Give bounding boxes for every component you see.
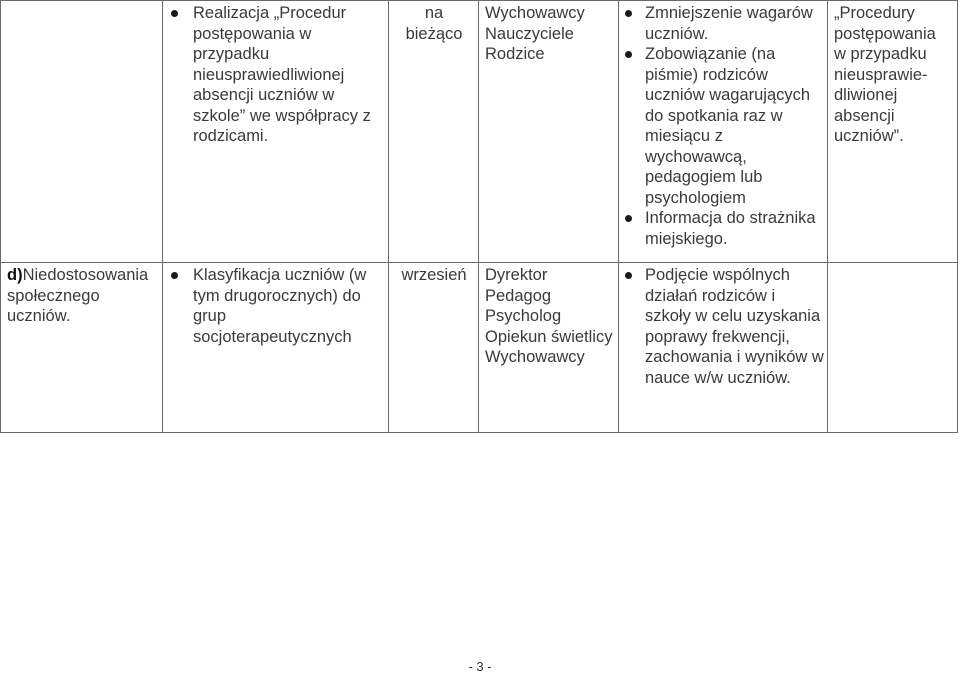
term-cell (389, 263, 479, 433)
section-prefix: d) (7, 266, 23, 284)
responsible-cell (479, 1, 619, 263)
list-item: Realizacja „Procedur postępowania w przypadku nieusprawiedliwionej absencji uczniów w szkole” we współpracy z rodzicami. (169, 3, 383, 147)
page-number: - 3 - (468, 659, 492, 674)
activities-cell (163, 263, 389, 433)
activities-cell (163, 1, 389, 263)
responsible-item: Dyrektor (485, 266, 548, 284)
section-label (7, 265, 157, 327)
outcomes-cell (619, 1, 828, 263)
outcomes-cell (619, 263, 828, 433)
responsible-item: Opiekun świetlicy (485, 327, 613, 346)
documentation-text (828, 263, 957, 267)
responsible-item: Wychowawcy (485, 348, 585, 366)
responsible-cell (479, 263, 619, 433)
table-row (1, 1, 958, 263)
responsible-item: Wychowawcy (485, 4, 585, 22)
term-cell (389, 1, 479, 263)
section-cell (1, 1, 163, 263)
list-item: Klasyfikacja uczniów (w tym drugorocznych) do grup socjoterapeutycznych (169, 265, 383, 347)
responsible-item: Psycholog (485, 307, 562, 325)
table-row (1, 263, 958, 433)
section-title: Niedostosowania społecznego uczniów. (7, 266, 149, 325)
section-cell (1, 263, 163, 433)
list-item: Zmniejszenie wagarów uczniów. (623, 3, 825, 44)
list-item: Informacja do strażnika miejskiego. (623, 208, 825, 249)
list-item: Zobowiązanie (na piśmie) rodziców uczniów wagarujących do spotkania raz w miesiącu z wychowawcą, pedagogiem lub psychologiem (623, 44, 825, 208)
responsible-item: Nauczyciele (485, 24, 574, 43)
documentation-cell (828, 263, 958, 433)
term-text: wrzesień (401, 266, 467, 284)
documentation-text: „Procedury postępowania w przypadku nieusprawie-dliwionej absencji uczniów”. (834, 4, 936, 145)
term-text: na bieżąco (405, 4, 463, 43)
responsible-item: Rodzice (485, 45, 545, 63)
responsible-item: Pedagog (485, 286, 552, 305)
documentation-cell (828, 1, 958, 263)
list-item: Podjęcie wspólnych działań rodziców i szkoły w celu uzyskania poprawy frekwencji, zachowania i wyników w nauce w/w uczniów. (623, 265, 825, 388)
